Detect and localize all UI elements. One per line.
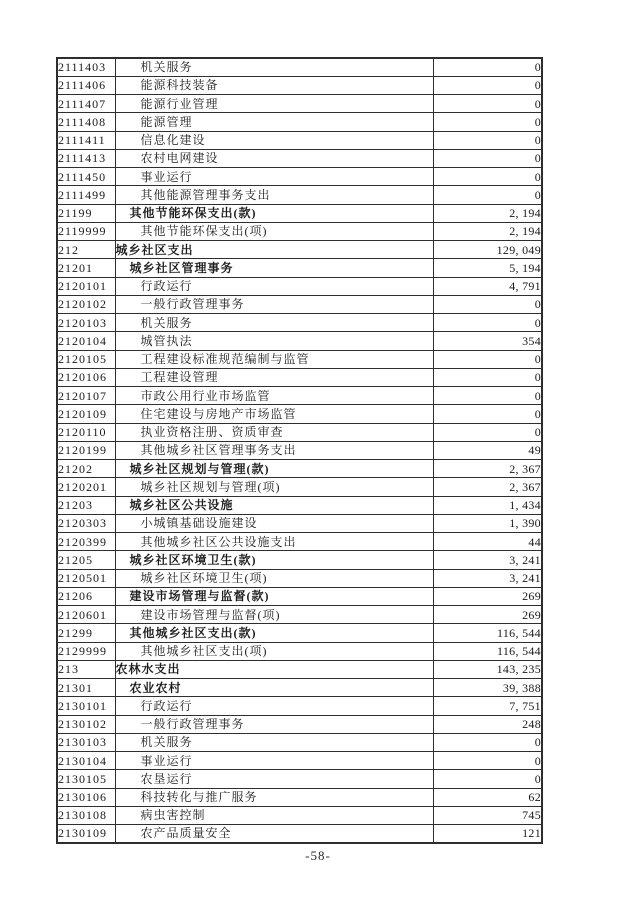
table-row	[57, 95, 542, 113]
table-row	[57, 770, 542, 788]
row-name: 农业农村	[115, 679, 433, 697]
row-name: 其他城乡社区公共设施支出	[115, 533, 433, 551]
table-row	[57, 241, 542, 259]
table-row	[57, 660, 542, 678]
row-amount: 0	[433, 752, 542, 770]
row-name: 建设市场管理与监督(项)	[115, 606, 433, 624]
row-amount: 248	[433, 715, 542, 733]
table-row	[57, 569, 542, 587]
row-amount: 0	[433, 295, 542, 313]
row-amount: 1, 390	[433, 514, 542, 532]
table-row	[57, 642, 542, 660]
table-row	[57, 460, 542, 478]
row-code: 21299	[57, 624, 115, 642]
row-code: 2111411	[57, 131, 115, 149]
row-name: 城乡社区环境卫生(款)	[115, 551, 433, 569]
table-row	[57, 186, 542, 204]
row-name: 市政公用行业市场监管	[115, 387, 433, 405]
row-code: 2111403	[57, 58, 115, 76]
table-row	[57, 131, 542, 149]
row-name: 能源管理	[115, 113, 433, 131]
row-code: 2130108	[57, 806, 115, 824]
row-code: 21202	[57, 460, 115, 478]
budget-table-body	[57, 58, 542, 843]
row-name: 农垦运行	[115, 770, 433, 788]
row-code: 213	[57, 660, 115, 678]
table-row	[57, 405, 542, 423]
row-code: 2120104	[57, 332, 115, 350]
row-code: 2120303	[57, 514, 115, 532]
row-amount: 0	[433, 113, 542, 131]
row-name: 信息化建设	[115, 131, 433, 149]
row-code: 2120501	[57, 569, 115, 587]
row-amount: 49	[433, 441, 542, 459]
row-name: 其他节能环保支出(项)	[115, 222, 433, 240]
table-row	[57, 113, 542, 131]
row-amount: 0	[433, 314, 542, 332]
row-amount: 2, 367	[433, 460, 542, 478]
row-name: 机关服务	[115, 314, 433, 332]
row-amount: 44	[433, 533, 542, 551]
row-name: 其他能源管理事务支出	[115, 186, 433, 204]
row-name: 执业资格注册、资质审查	[115, 423, 433, 441]
row-code: 2120110	[57, 423, 115, 441]
row-code: 21199	[57, 204, 115, 222]
row-name: 行政运行	[115, 697, 433, 715]
row-name: 其他城乡社区支出(款)	[115, 624, 433, 642]
row-code: 2130104	[57, 752, 115, 770]
row-name: 其他城乡社区支出(项)	[115, 642, 433, 660]
row-amount: 0	[433, 76, 542, 94]
row-code: 2130105	[57, 770, 115, 788]
row-name: 行政运行	[115, 277, 433, 295]
row-amount: 0	[433, 733, 542, 751]
row-code: 2111407	[57, 95, 115, 113]
table-row	[57, 387, 542, 405]
row-name: 其他城乡社区管理事务支出	[115, 441, 433, 459]
row-code: 2111408	[57, 113, 115, 131]
page-number: -58-	[305, 848, 331, 863]
row-amount: 2, 194	[433, 222, 542, 240]
row-amount: 0	[433, 131, 542, 149]
row-amount: 0	[433, 168, 542, 186]
row-code: 2111406	[57, 76, 115, 94]
row-name: 城乡社区支出	[115, 241, 433, 259]
row-code: 21205	[57, 551, 115, 569]
row-name: 城乡社区规划与管理(款)	[115, 460, 433, 478]
row-name: 住宅建设与房地产市场监管	[115, 405, 433, 423]
row-code: 2120105	[57, 350, 115, 368]
row-amount: 129, 049	[433, 241, 542, 259]
row-code: 21206	[57, 587, 115, 605]
row-amount: 7, 751	[433, 697, 542, 715]
table-row	[57, 295, 542, 313]
row-code: 2120399	[57, 533, 115, 551]
table-row	[57, 478, 542, 496]
row-code: 2120101	[57, 277, 115, 295]
row-name: 机关服务	[115, 733, 433, 751]
table-row	[57, 806, 542, 824]
table-row	[57, 587, 542, 605]
row-name: 城乡社区公共设施	[115, 496, 433, 514]
row-amount: 2, 367	[433, 478, 542, 496]
row-amount: 269	[433, 587, 542, 605]
row-code: 2130103	[57, 733, 115, 751]
row-code: 2120107	[57, 387, 115, 405]
row-code: 2130101	[57, 697, 115, 715]
row-code: 2130102	[57, 715, 115, 733]
row-amount: 39, 388	[433, 679, 542, 697]
table-row	[57, 551, 542, 569]
table-row	[57, 332, 542, 350]
row-amount: 745	[433, 806, 542, 824]
table-row	[57, 168, 542, 186]
table-row	[57, 514, 542, 532]
row-name: 机关服务	[115, 58, 433, 76]
row-amount: 4, 791	[433, 277, 542, 295]
row-name: 其他节能环保支出(款)	[115, 204, 433, 222]
row-code: 2120109	[57, 405, 115, 423]
table-row	[57, 715, 542, 733]
row-name: 城乡社区管理事务	[115, 259, 433, 277]
row-name: 农村电网建设	[115, 149, 433, 167]
row-amount: 0	[433, 350, 542, 368]
table-row	[57, 624, 542, 642]
row-name: 病虫害控制	[115, 806, 433, 824]
table-row	[57, 204, 542, 222]
row-name: 建设市场管理与监督(款)	[115, 587, 433, 605]
row-name: 事业运行	[115, 168, 433, 186]
row-amount: 0	[433, 149, 542, 167]
row-name: 农产品质量安全	[115, 825, 433, 843]
row-amount: 1, 434	[433, 496, 542, 514]
row-code: 2111499	[57, 186, 115, 204]
table-row	[57, 697, 542, 715]
row-name: 工程建设标准规范编制与监管	[115, 350, 433, 368]
table-row	[57, 606, 542, 624]
row-name: 一般行政管理事务	[115, 295, 433, 313]
row-amount: 0	[433, 770, 542, 788]
table-row	[57, 788, 542, 806]
row-amount: 0	[433, 423, 542, 441]
row-name: 城管执法	[115, 332, 433, 350]
row-amount: 143, 235	[433, 660, 542, 678]
row-amount: 116, 544	[433, 642, 542, 660]
row-amount: 269	[433, 606, 542, 624]
row-amount: 2, 194	[433, 204, 542, 222]
table-row	[57, 441, 542, 459]
table-row	[57, 496, 542, 514]
row-code: 212	[57, 241, 115, 259]
row-code: 2119999	[57, 222, 115, 240]
table-row	[57, 423, 542, 441]
row-amount: 354	[433, 332, 542, 350]
row-name: 能源行业管理	[115, 95, 433, 113]
row-amount: 0	[433, 405, 542, 423]
row-amount: 116, 544	[433, 624, 542, 642]
budget-table	[56, 57, 543, 844]
table-row	[57, 368, 542, 386]
row-code: 21301	[57, 679, 115, 697]
row-code: 2120102	[57, 295, 115, 313]
row-code: 2120601	[57, 606, 115, 624]
row-code: 2130109	[57, 825, 115, 843]
row-amount: 0	[433, 387, 542, 405]
row-code: 2120199	[57, 441, 115, 459]
row-amount: 0	[433, 186, 542, 204]
row-name: 事业运行	[115, 752, 433, 770]
row-amount: 5, 194	[433, 259, 542, 277]
table-row	[57, 58, 542, 76]
row-name: 科技转化与推广服务	[115, 788, 433, 806]
table-row	[57, 350, 542, 368]
row-name: 农林水支出	[115, 660, 433, 678]
row-code: 21203	[57, 496, 115, 514]
table-row	[57, 752, 542, 770]
table-row	[57, 314, 542, 332]
table-row	[57, 277, 542, 295]
row-code: 2120201	[57, 478, 115, 496]
row-code: 2120106	[57, 368, 115, 386]
table-row	[57, 259, 542, 277]
row-code: 2120103	[57, 314, 115, 332]
row-amount: 0	[433, 368, 542, 386]
row-code: 21201	[57, 259, 115, 277]
table-row	[57, 149, 542, 167]
row-name: 城乡社区环境卫生(项)	[115, 569, 433, 587]
row-name: 一般行政管理事务	[115, 715, 433, 733]
row-code: 2111413	[57, 149, 115, 167]
table-row	[57, 222, 542, 240]
row-code: 2130106	[57, 788, 115, 806]
row-amount: 0	[433, 95, 542, 113]
table-row	[57, 733, 542, 751]
row-amount: 3, 241	[433, 551, 542, 569]
row-amount: 121	[433, 825, 542, 843]
row-amount: 0	[433, 58, 542, 76]
row-name: 能源科技装备	[115, 76, 433, 94]
table-row	[57, 76, 542, 94]
table-row	[57, 533, 542, 551]
row-code: 2111450	[57, 168, 115, 186]
table-row	[57, 825, 542, 843]
row-amount: 3, 241	[433, 569, 542, 587]
row-name: 小城镇基础设施建设	[115, 514, 433, 532]
row-amount: 62	[433, 788, 542, 806]
row-name: 城乡社区规划与管理(项)	[115, 478, 433, 496]
table-row	[57, 679, 542, 697]
row-code: 2129999	[57, 642, 115, 660]
row-name: 工程建设管理	[115, 368, 433, 386]
